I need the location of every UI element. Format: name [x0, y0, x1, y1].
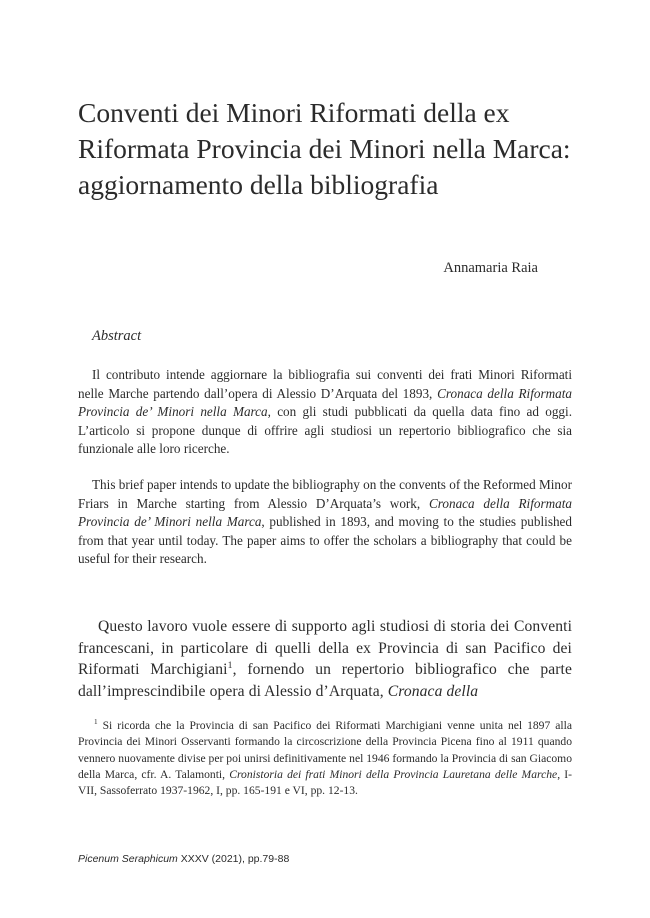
- abstract-english: [78, 476, 572, 569]
- abstract-italian-text-before: Il contributo intende aggiornare la bibliografia sui conventi dei frati Minori Riformati nelle Marche partendo dall’opera di Alessio D’Arquata del 1893,: [78, 367, 572, 401]
- footnote-text-after: , I-VII, Sassoferrato 1937-1962, I, pp. 165-191 e VI, pp. 12-13.: [78, 767, 572, 798]
- running-footer: [78, 853, 289, 865]
- abstract-english-text-before: This brief paper intends to update the bibliography on the convents of the Reformed Minor Friars in Marche starting from Alessio D’Arquata’s work,: [78, 477, 572, 511]
- footnote-reference[interactable]: 1: [227, 659, 233, 671]
- footnote: [78, 718, 572, 799]
- footnote-number: 1: [94, 718, 98, 727]
- journal-details: XXXV (2021), pp.79-88: [177, 853, 290, 865]
- body-paragraph: [78, 616, 572, 702]
- abstract-italian-text-after: , con gli studi pubblicati da quella data fino ad oggi. L’articolo si propone dunque di offrire agli studiosi un repertorio bibliografico che sia funzionale alle loro ricerche.: [78, 404, 572, 457]
- footnote-work-title: Cronistoria dei frati Minori della Provincia Lauretana delle Marche: [229, 767, 558, 781]
- body-work-title: Cronaca della: [387, 682, 479, 700]
- abstract-english-work-title: Cronaca della Riformata Provincia de’ Minori nella Marca: [78, 495, 572, 530]
- abstract-italian: [78, 366, 572, 459]
- article-title: Conventi dei Minori Riformati della ex Riformata Provincia dei Minori nella Marca: aggiornamento della bibliografia: [78, 97, 571, 200]
- journal-name: Picenum Seraphicum: [78, 853, 178, 865]
- footnote-text-before: Si ricorda che la Provincia di san Pacifico dei Riformati Marchigiani venne unita nel 1897 alla Provincia dei Minori Osservanti formando la circoscrizione della Provincia Picena fino al 1911 quando vennero nuovamente divise per poi unirsi definitivamente nel 1946 formando la Provincia di san Giacomo della Marca, cfr. A. Talamonti,: [78, 719, 572, 781]
- body-text-after: , fornendo un repertorio bibliografico che parte dall’imprescindibile opera di Alessio d’Arquata,: [78, 661, 573, 700]
- body-text-before: Questo lavoro vuole essere di supporto agli studiosi di storia dei Conventi francescani, in particolare di quelli della ex Provincia di san Pacifico dei Riformati Marchigiani: [78, 618, 572, 678]
- abstract-english-text-after: , published in 1893, and moving to the studies published from that year until today. The paper aims to offer the scholars a bibliography that could be useful for their research.: [78, 514, 572, 567]
- abstract-heading: Abstract: [92, 328, 142, 344]
- author-name: Annamaria Raia: [443, 260, 538, 276]
- abstract-italian-work-title: Cronaca della Riformata Provincia de’ Minori nella Marca: [78, 385, 572, 420]
